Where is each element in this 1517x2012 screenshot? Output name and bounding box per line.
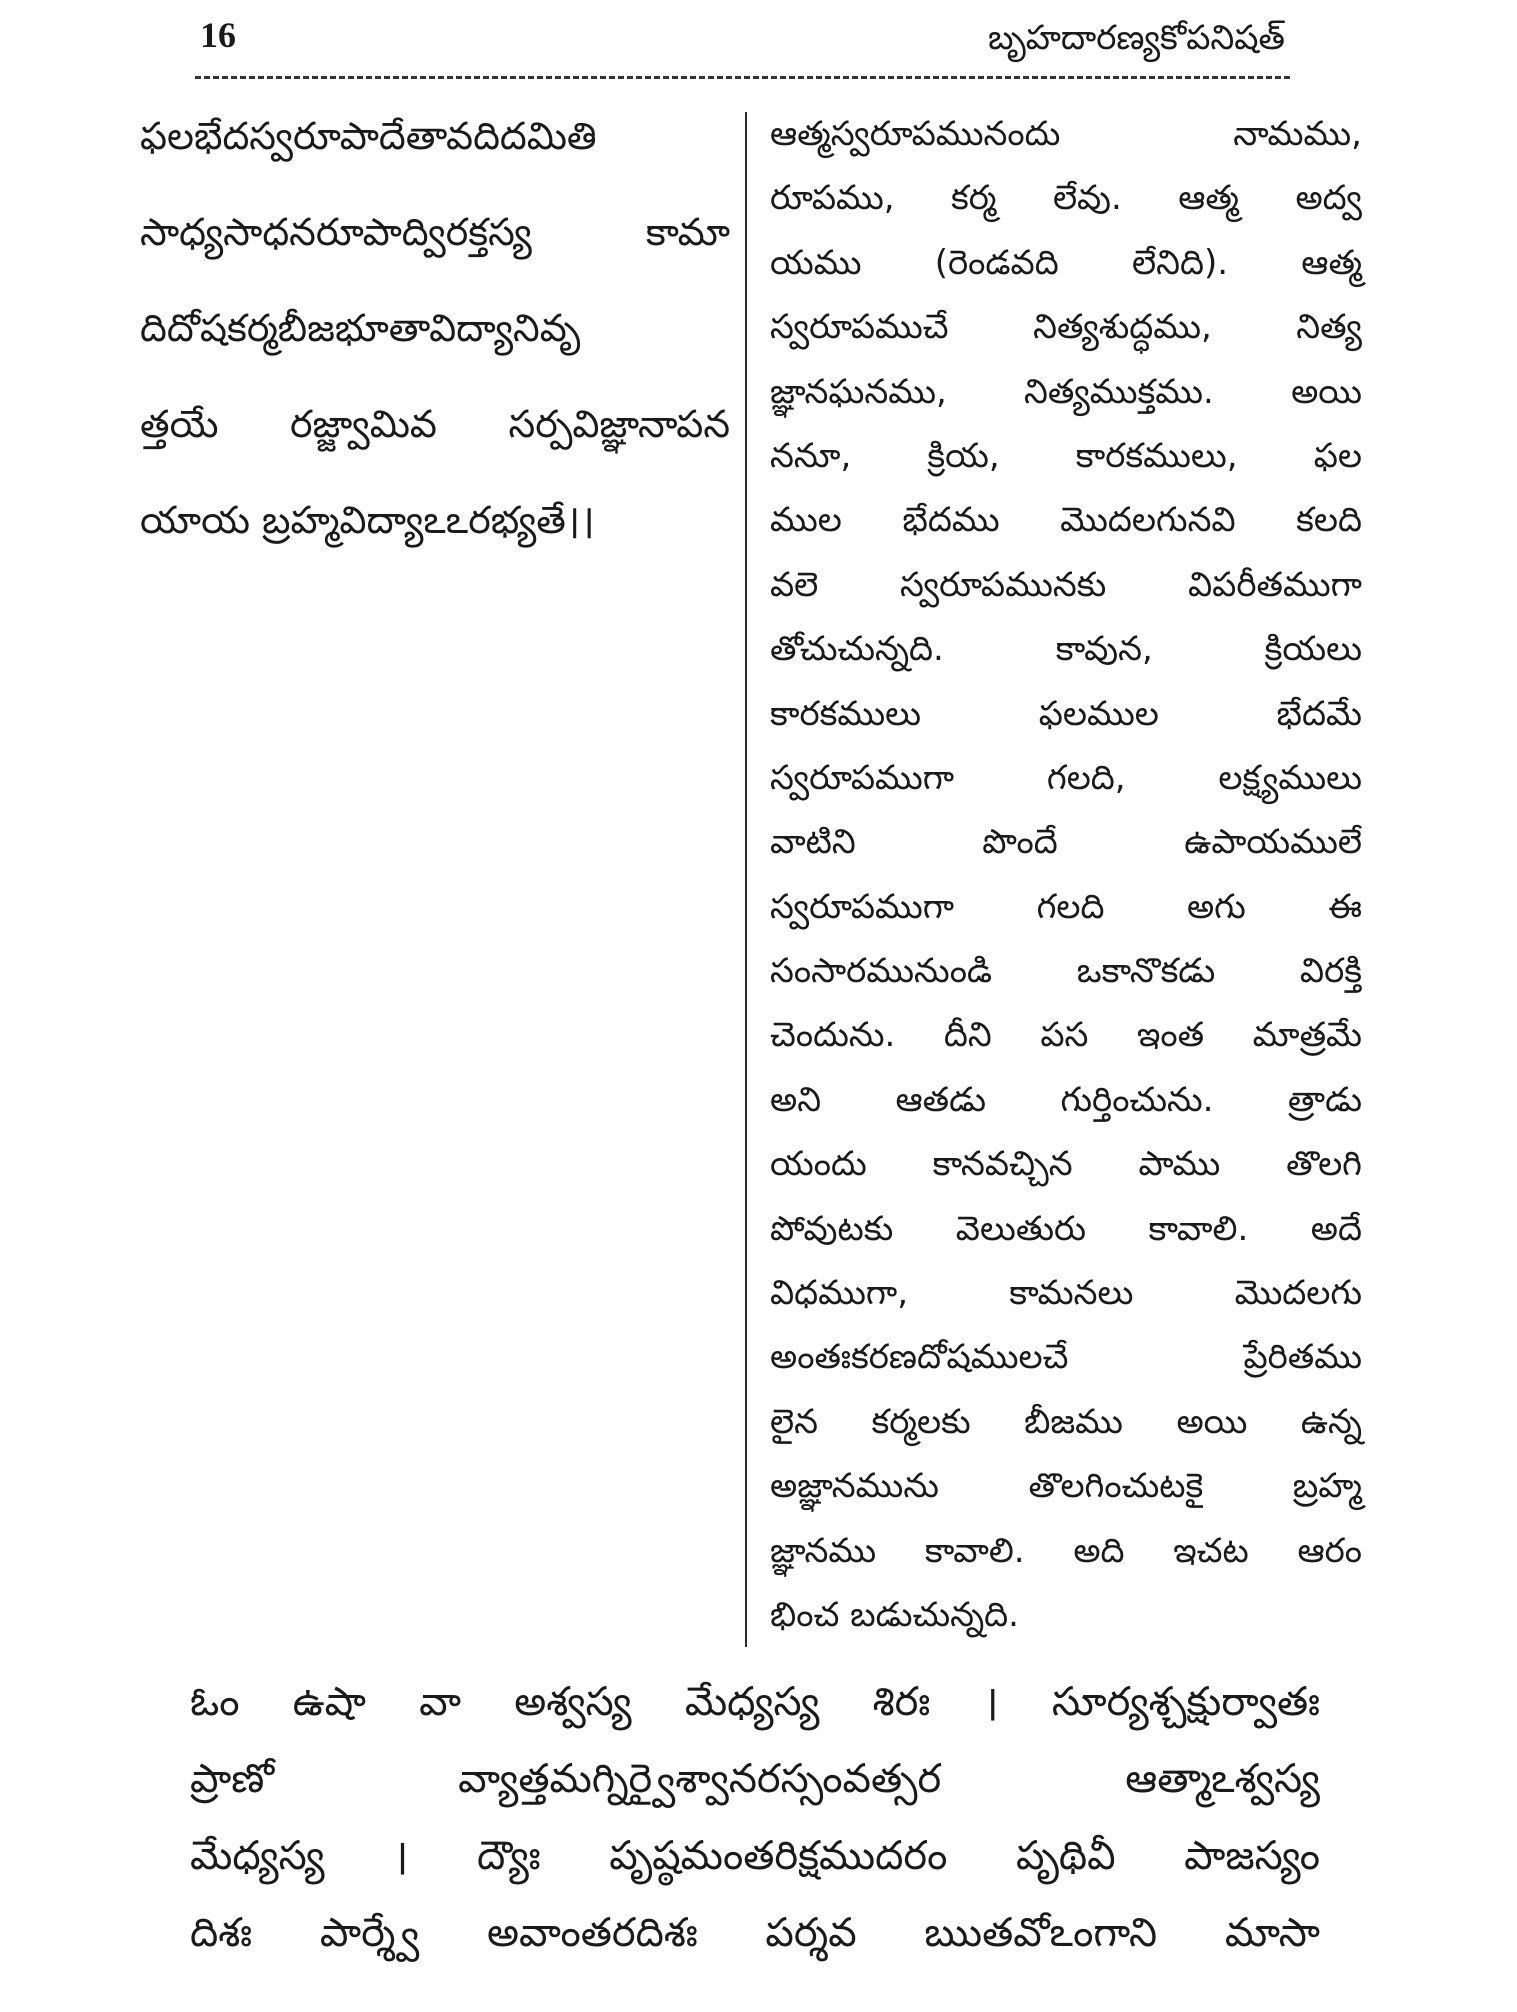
text-line: యందు కానవచ్చిన పాము తొలగి [770, 1144, 1362, 1185]
text-line: ప్రాణో వ్యాత్తమగ్నిర్వైశ్వానరస్సంవత్సర ఆత్మాఽశ్వస్య [190, 1756, 1320, 1802]
text-line: లైన కర్మలకు బీజము అయి ఉన్న [770, 1401, 1362, 1442]
text-line: భించ బడుచున్నది. [770, 1594, 1019, 1635]
text-line: స్వరూపముగా గలది అగు ఈ [770, 886, 1362, 927]
text-line: జ్ఞానఘనము, నిత్యముక్తము. అయి [770, 371, 1362, 412]
text-line: యము (రెండవది లేనిది). ఆత్మ [770, 242, 1363, 283]
text-line: విధముగా, కామనలు మొదలగు [770, 1273, 1362, 1314]
text-line: ముల భేదము మొదలగునవి కలది [770, 500, 1362, 541]
text-line: అజ్ఞానమును తొలగించుటకై బ్రహ్మ [770, 1466, 1362, 1507]
text-line: దిదోషకర్మబీజభూతావిద్యానివృ [140, 306, 581, 350]
text-line: యాయ బ్రహ్మవిద్యాఽఽరభ్యతే।। [140, 498, 595, 542]
sanskrit-commentary-column [140, 108, 730, 588]
text-line: చెందును. దీని పస ఇంత మాత్రమే [770, 1015, 1362, 1056]
text-line: రూపము, కర్మ లేవు. ఆత్మ అద్వ [770, 178, 1362, 219]
text-line: జ్ఞానము కావాలి. అది ఇచట ఆరం [770, 1530, 1362, 1571]
text-line: త్తయే రజ్జ్వామివ సర్పవిజ్ఞానాపన [140, 402, 730, 446]
running-title: బృహదారణ్యకోపనిషత్ [987, 18, 1285, 58]
text-line: అంతఃకరణదోషములచే ప్రేరితము [770, 1337, 1362, 1378]
text-line: దిశః పార్శ్వే అవాంతరదిశః పర్శవ ఋతవోఽంగాని మాసా [190, 1910, 1320, 1956]
text-line: సంసారమునుండి ఒకానొకడు విరక్తి [770, 951, 1362, 992]
header-divider [195, 76, 1290, 79]
text-line: పోవుటకు వెలుతురు కావాలి. అదే [770, 1208, 1362, 1249]
text-line: ఫలభేదస్వరూపాదేతావదిదమితి [140, 114, 597, 158]
text-line: మేధ్యస్య । ద్యౌః పృష్ఠమంతరిక్షముదరం పృథివీ పాజస్యం [190, 1833, 1320, 1879]
text-line: వాటిని పొందే ఉపాయములే [770, 822, 1362, 863]
column-divider [745, 112, 747, 1647]
page-number: 16 [200, 15, 236, 55]
text-line: తోచుచున్నది. కావున, క్రియలు [770, 629, 1362, 670]
telugu-commentary-column [770, 106, 1362, 1651]
text-line: వలె స్వరూపమునకు విపరీతముగా [770, 564, 1362, 605]
upanishad-verse [190, 1672, 1320, 1980]
text-line: ఓం ఉషా వా అశ్వస్య మేధ్యస్య శిరః । సూర్యశ్చక్షుర్వాతః [190, 1679, 1320, 1725]
text-line: స్వరూపముచే నిత్యశుద్ధము, నిత్య [770, 307, 1362, 348]
text-line: స్వరూపముగా గలది, లక్ష్యములు [770, 757, 1362, 798]
text-line: సాధ్యసాధనరూపాద్విరక్తస్య కామా [140, 210, 730, 254]
text-line: కారకములు ఫలముల భేదమే [770, 693, 1362, 734]
text-line: ఆత్మస్వరూపమునందు నామము, [770, 114, 1362, 154]
text-line: అని ఆతడు గుర్తించును. త్రాడు [770, 1079, 1362, 1120]
text-line: ననూ, క్రియ, కారకములు, ఫల [770, 435, 1362, 476]
